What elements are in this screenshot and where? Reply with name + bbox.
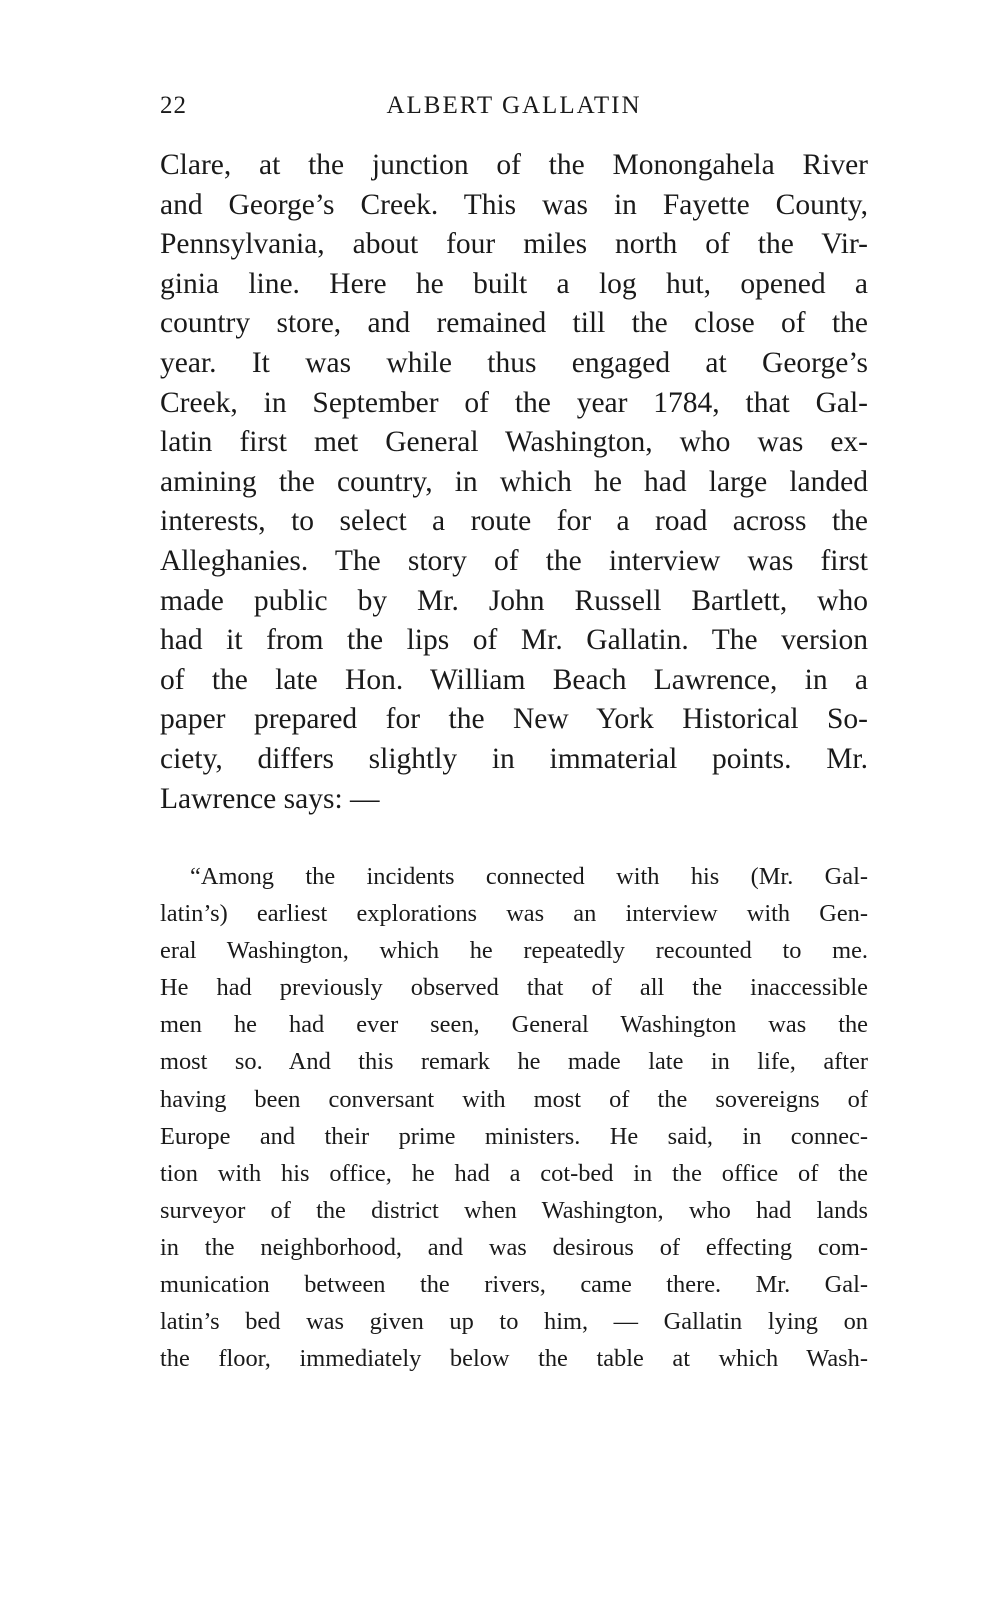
quote-line: He had previously observed that of all the inaccessible (160, 974, 868, 1002)
running-title: ALBERT GALLATIN (386, 92, 642, 119)
body-line: Alleghanies. The story of the interview was first (160, 544, 868, 577)
quote-line: eral Washington, which he repeatedly recounted to me. (160, 937, 868, 965)
body-line: paper prepared for the New York Historical So- (160, 703, 868, 736)
body-line: Lawrence says: — (160, 782, 380, 815)
quote-line: tion with his office, he had a cot-bed in the office of the (160, 1159, 868, 1187)
body-line: Clare, at the junction of the Monongahela River (160, 149, 868, 181)
body-line: ciety, differs slightly in immaterial points. Mr. (160, 742, 868, 775)
body-line: of the late Hon. William Beach Lawrence, in a (160, 663, 868, 696)
body-line: amining the country, in which he had large landed (160, 465, 868, 498)
page-header (160, 92, 868, 128)
body-line: ginia line. Here he built a log hut, opened a (160, 267, 868, 300)
block-quote (160, 858, 868, 1377)
quote-line: most so. And this remark he made late in life, after (160, 1048, 868, 1076)
body-line: country store, and remained till the close of the (160, 307, 868, 340)
body-line: latin first met General Washington, who was ex- (160, 426, 868, 459)
body-line: had it from the lips of Mr. Gallatin. The version (160, 624, 868, 657)
body-line: year. It was while thus engaged at George’s (160, 346, 868, 379)
quote-line: men he had ever seen, General Washington was the (160, 1011, 868, 1039)
body-line: and George’s Creek. This was in Fayette County, (160, 188, 868, 221)
quote-line: in the neighborhood, and was desirous of effecting com- (160, 1233, 868, 1261)
body-line: interests, to select a route for a road across the (160, 505, 868, 538)
body-line: Creek, in September of the year 1784, that Gal- (160, 386, 868, 419)
quote-line: munication between the rivers, came there. Mr. Gal- (160, 1271, 868, 1299)
quote-line: having been conversant with most of the sovereigns of (160, 1085, 868, 1113)
quote-line: the floor, immediately below the table at which Wash- (160, 1345, 868, 1373)
quote-line: “Among the incidents connected with his (Mr. Gal- (190, 863, 868, 890)
quote-line: latin’s bed was given up to him, — Gallatin lying on (160, 1308, 868, 1336)
body-line: made public by Mr. John Russell Bartlett, who (160, 584, 868, 617)
body-line: Pennsylvania, about four miles north of the Vir- (160, 228, 868, 261)
quote-line: latin’s) earliest explorations was an interview with Gen- (160, 900, 868, 928)
body-paragraph (160, 146, 868, 819)
quote-line: surveyor of the district when Washington, who had lands (160, 1196, 868, 1224)
page-number: 22 (160, 92, 187, 119)
quote-line: Europe and their prime ministers. He said, in connec- (160, 1122, 868, 1150)
